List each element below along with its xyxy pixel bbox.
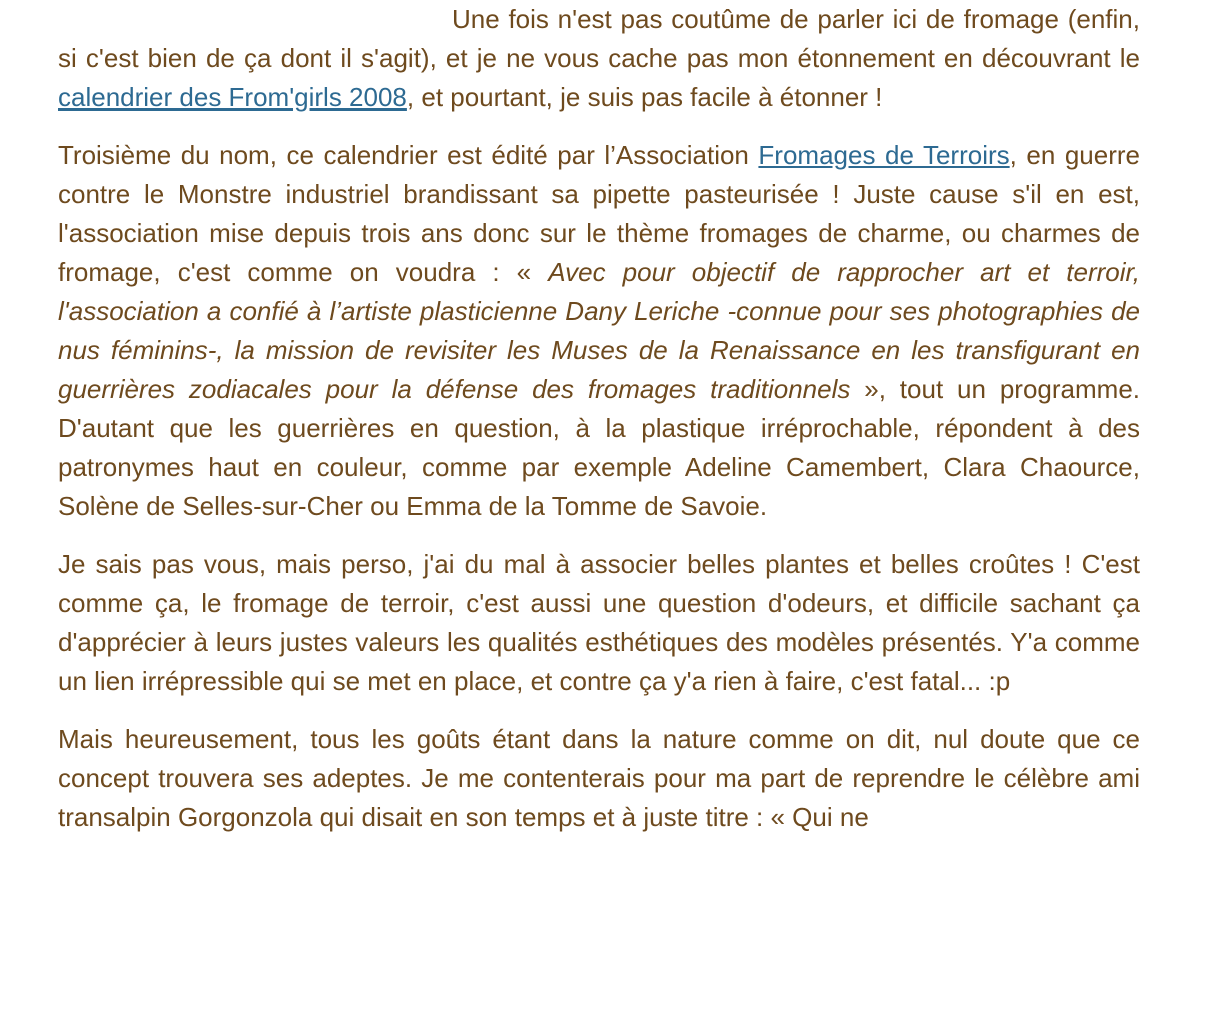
paragraph-association	[58, 136, 1140, 526]
paragraph-opinion: Je sais pas vous, mais perso, j'ai du mal à associer belles plantes et belles croûtes ! C'est comme ça, le fromage de terroir, c'est aussi une question d'odeurs, et difficile sachant ça d'apprécier à leurs justes valeurs les qualités esthétiques des modèles présentés. Y'a comme un lien irrépressible qui se met en place, et contre ça y'a rien à faire, c'est fatal... :p	[58, 549, 1140, 696]
paragraph-intro	[58, 0, 1140, 117]
association-text-middle: , en guerre contre le Monstre industriel brandissant sa pipette pasteurisée ! Juste cause s'il en est, l'association mise depuis trois ans donc sur le thème fromages de charme, ou charmes de fromage, c'est comme on voudra : «	[58, 140, 1140, 287]
association-quote: Avec pour objectif de rapprocher art et terroir, l'association a confié à l’artiste plasticienne Dany Leriche -connue pour ses photographies de nus féminins-, la mission de revisiter les Muses de la Renaissance en les transfigurant en guerrières zodiacales pour la défense des fromages traditionnels	[58, 257, 1140, 404]
fromages-de-terroirs-link[interactable]: Fromages de Terroirs	[758, 140, 1010, 170]
calendar-link[interactable]: calendrier des From'girls 2008	[58, 82, 407, 112]
intro-text-after: , et pourtant, je suis pas facile à étonner !	[406, 82, 883, 112]
intro-text-before: Une fois n'est pas coutûme de parler ici de fromage (enfin, si c'est bien de ça dont il s'agit), et je ne vous cache pas mon étonnement en découvrant le	[58, 4, 1140, 73]
paragraph-conclusion: Mais heureusement, tous les goûts étant dans la nature comme on dit, nul doute que ce concept trouvera ses adeptes. Je me contenterais pour ma part de reprendre le célèbre ami transalpin Gorgonzola qui disait en son temps et à juste titre : « Qui ne	[58, 724, 1140, 832]
association-text-after: », tout un programme. D'autant que les guerrières en question, à la plastique irréprochable, répondent à des patronymes haut en couleur, comme par exemple Adeline Camembert, Clara Chaource, Solène de Selles-sur-Cher ou Emma de la Tomme de Savoie.	[58, 374, 1141, 521]
article-body	[58, 0, 1140, 837]
association-text-before: Troisième du nom, ce calendrier est édité par l’Association	[58, 140, 759, 170]
